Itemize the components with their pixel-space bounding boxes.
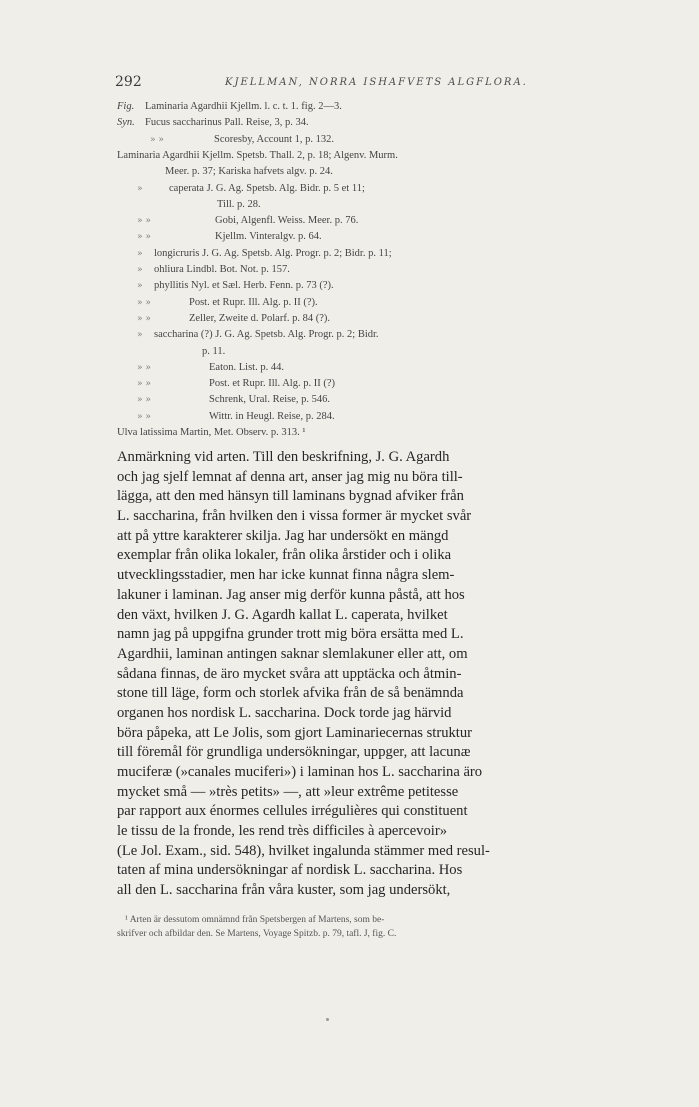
ditto-mark: »: [137, 248, 143, 259]
synonymy-entry: Meer. p. 37; Kariska hafvets algv. p. 24.: [165, 166, 333, 178]
ditto-mark: » »: [137, 395, 151, 406]
synonymy-entry: Post. et Rupr. Ill. Alg. p. II (?).: [189, 296, 318, 308]
synonymy-entry: phyllitis Nyl. et Sæl. Herb. Fenn. p. 73 (?).: [154, 280, 334, 292]
synonymy-entry: Scoresby, Account 1, p. 132.: [214, 133, 335, 145]
body-line: Anmärkning vid arten. Till den beskrifning, J. G. Agardh: [117, 449, 450, 465]
body-line: utvecklingsstadier, men har icke kunnat finna några slem-: [117, 567, 455, 584]
running-title: KJELLMAN, NORRA ISHAFVETS ALGFLORA.: [225, 77, 528, 88]
ditto-mark: »: [137, 183, 143, 194]
body-line: L. saccharina, från hvilken den i vissa former är mycket svår: [117, 508, 472, 525]
body-line: muciferæ (»canales muciferi») i laminan hos L. saccharina äro: [117, 764, 483, 780]
ditto-mark: » »: [137, 379, 151, 390]
ditto-mark: » »: [137, 313, 151, 324]
page-mark: [326, 1018, 329, 1021]
synonymy-entry: Zeller, Zweite d. Polarf. p. 84 (?).: [189, 312, 330, 324]
synonymy-entry: Laminaria Agardhii Kjellm. l. c. t. 1. fig. 2—3.: [145, 101, 342, 112]
ditto-mark: » »: [137, 411, 151, 422]
synonymy-entry: Post. et Rupr. Ill. Alg. p. II (?): [209, 378, 335, 390]
synonymy-entry: Gobi, Algenfl. Weiss. Meer. p. 76.: [215, 215, 359, 227]
synonymy-entry: caperata J. G. Ag. Spetsb. Alg. Bidr. p. 5 et 11;: [169, 182, 365, 194]
ditto-mark: » »: [150, 134, 164, 145]
body-line: exemplar från olika lokaler, från olika årstider och i olika: [117, 547, 452, 564]
synonymy-entry: Till. p. 28.: [217, 198, 261, 210]
body-line: organen hos nordisk L. saccharina. Dock torde jag härvid: [117, 704, 452, 721]
synonymy-entry: Schrenk, Ural. Reise, p. 546.: [209, 394, 331, 406]
footnote-line: ¹ Arten är dessutom omnämnd från Spetsbergen af Martens, som be-: [125, 915, 385, 925]
synonymy-lead: Syn.: [117, 117, 135, 129]
body-line: Agardhii, laminan antingen saknar slemlakuner eller att, om: [117, 645, 468, 662]
body-line: böra påpeka, att Le Jolis, som gjort Laminariecernas struktur: [117, 724, 473, 741]
footnote-line: skrifver och afbildar den. Se Martens, Voyage Spitzb. p. 79, tafl. J, fig. C.: [117, 929, 397, 939]
ditto-mark: » »: [137, 216, 151, 227]
body-text: [117, 448, 695, 901]
synonymy-lead: Fig.: [117, 101, 135, 112]
ditto-mark: » »: [137, 362, 151, 373]
synonymy-entry: Kjellm. Vinteralgv. p. 64.: [215, 231, 322, 243]
body-line: lakuner i laminan. Jag anser mig derför kunna påstå, att hos: [117, 586, 465, 603]
synonymy-entry: Laminaria Agardhii Kjellm. Spetsb. Thall. 2, p. 18; Algenv. Murm.: [117, 149, 398, 161]
ditto-mark: » »: [137, 297, 151, 308]
page-header: [115, 74, 695, 94]
body-line: (Le Jol. Exam., sid. 548), hvilket ingalunda stämmer med resul-: [117, 842, 490, 859]
ditto-mark: » »: [137, 232, 151, 243]
synonymy-entry: Fucus saccharinus Pall. Reise, 3, p. 34.: [145, 117, 309, 129]
body-line: namn jag på uppgifna grunder trott mig böra ersätta med L.: [117, 626, 464, 643]
body-line: till föremål för grundliga undersökningar, uppger, att lacunæ: [117, 744, 471, 761]
body-line: att på yttre karakterer skilja. Jag har undersökt en mängd: [117, 527, 449, 544]
body-line: mycket små — »très petits» —, att »leur extrême petitesse: [117, 783, 459, 800]
body-line: all den L. saccharina från våra kuster, som jag undersökt,: [117, 882, 451, 899]
body-line: lägga, att den med hänsyn till laminans bygnad afviker från: [117, 488, 464, 505]
page-number: 292: [115, 74, 142, 90]
ditto-mark: »: [137, 330, 143, 341]
synonymy-entry: Wittr. in Heugl. Reise, p. 284.: [209, 410, 335, 422]
synonymy-entry: Ulva latissima Martin, Met. Observ. p. 313. ¹: [117, 427, 306, 438]
synonymy-entry: ohliura Lindbl. Bot. Not. p. 157.: [154, 264, 290, 275]
ditto-mark: »: [137, 265, 143, 275]
synonymy-entry: longicruris J. G. Ag. Spetsb. Alg. Progr. p. 2; Bidr. p. 11;: [154, 247, 392, 259]
ditto-mark: »: [137, 281, 143, 292]
synonymy-entry: p. 11.: [202, 345, 226, 357]
body-line: le tissu de la fronde, les rend très difficiles à apercevoir»: [117, 823, 447, 840]
synonymy-entry: Eaton. List. p. 44.: [209, 361, 284, 373]
body-line: sådana finnas, de äro mycket svåra att upptäcka och åtmin-: [117, 665, 462, 682]
body-line: den växt, hvilken J. G. Agardh kallat L. caperata, hvilket: [117, 606, 448, 623]
body-line: par rapport aux énormes cellules irrégulières qui constituent: [117, 803, 468, 820]
body-line: taten af mina undersökningar af nordisk L. saccharina. Hos: [117, 862, 463, 879]
body-line: stone till läge, form och storlek afvika från de så benämnda: [117, 685, 464, 702]
body-line: och jag sjelf lemnat af denna art, anser jag mig nu böra till-: [117, 468, 463, 485]
synonymy-entry: saccharina (?) J. G. Ag. Spetsb. Alg. Progr. p. 2; Bidr.: [154, 329, 379, 341]
